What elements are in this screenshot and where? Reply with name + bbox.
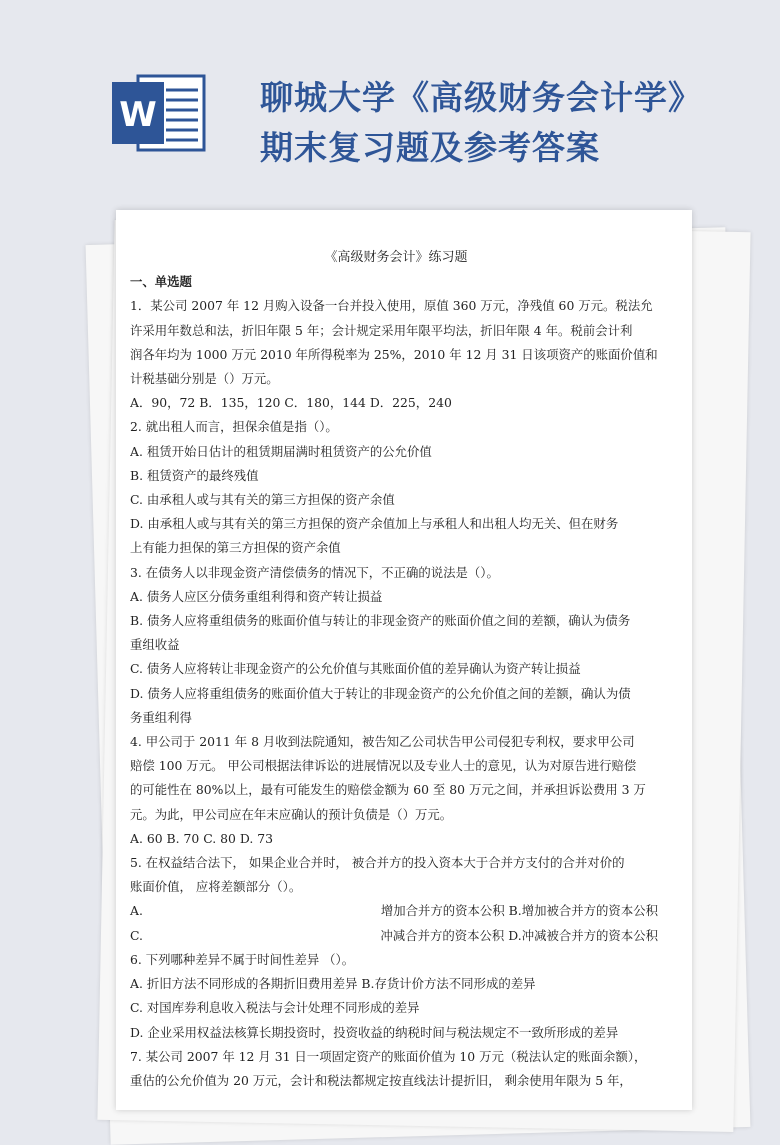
document-title: 《高级财务会计》练习题	[324, 250, 468, 265]
page-header	[0, 0, 780, 205]
text-line: A. 债务人应区分债务重组利得和资产转让损益	[130, 588, 383, 604]
answer-options: A. 60 B. 70 C. 80 D. 73	[130, 830, 273, 846]
text-line: 2. 就出租人而言，担保余值是指（）。	[130, 419, 338, 435]
answer-options-row	[130, 924, 662, 948]
text-line: 赔偿 100 万元。 甲公司根据法律诉讼的进展情况以及专业人士的意见，认为对原告进行赔偿	[130, 758, 637, 774]
text-line: 元。为此，甲公司应在年末应确认的预计负债是（）万元。	[130, 806, 453, 822]
text-line: 6. 下列哪种差异不属于时间性差异 （）。	[130, 951, 355, 967]
word-document-icon	[110, 70, 210, 156]
text-line: B. 债务人应将重组债务的账面价值与转让的非现金资产的账面价值之间的差额，确认为债务	[130, 613, 631, 629]
answer-options-row	[130, 899, 662, 923]
text-line: 润各年均为 1000 万元 2010 年所得税率为 25%，2010 年 12 月 31 日该项资产的账面价值和	[130, 346, 658, 362]
text-line: 重估的公允价值为 20 万元，会计和税法都规定按直线法计提折旧， 剩余使用年限为 5 年，	[130, 1072, 632, 1088]
text-line: A. 折旧方法不同形成的各期折旧费用差异 B.存货计价方法不同形成的差异	[130, 976, 536, 992]
option-label: A.	[130, 903, 143, 919]
text-line: C. 债务人应将转让非现金资产的公允价值与其账面价值的差异确认为资产转让损益	[130, 661, 581, 677]
text-line: B. 租赁资产的最终残值	[130, 467, 259, 483]
text-line: 5. 在权益结合法下， 如果企业合并时， 被合并方的投入资本大于合并方支付的合并对价的	[130, 855, 625, 871]
text-line: 许采用年数总和法，折旧年限 5 年；会计规定采用年限平均法，折旧年限 4 年。税前会计利	[130, 322, 633, 338]
text-line: D. 由承租人或与其有关的第三方担保的资产余值加上与承租人和出租人均无关、但在财务	[130, 516, 619, 532]
text-line: C. 对国库券利息收入税法与会计处理不同形成的差异	[130, 1000, 420, 1016]
text-line: C. 由承租人或与其有关的第三方担保的资产余值	[130, 492, 395, 508]
text-line: 上有能力担保的第三方担保的资产余值	[130, 540, 341, 556]
option-text: 增加合并方的资本公积 B.增加被合并方的资本公积	[380, 903, 658, 919]
answer-options: A．90，72 B．135，120 C．180，144 D．225，240	[130, 395, 452, 411]
text-line: 7. 某公司 2007 年 12 月 31 日一项固定资产的账面价值为 10 万元（税法认定的账面余额），	[130, 1048, 647, 1064]
text-line: D. 债务人应将重组债务的账面价值大于转让的非现金资产的公允价值之间的差额，确认为债	[130, 685, 631, 701]
text-line: 的可能性在 80%以上，最有可能发生的赔偿金额为 60 至 80 万元之间，并承担诉讼费用 3 万	[130, 782, 646, 798]
option-label: C.	[130, 927, 143, 943]
document-content	[130, 246, 662, 1093]
word-icon-letter: W	[119, 95, 157, 135]
page-title-line-2: 期末复习题及参考答案	[260, 128, 600, 167]
text-line: 3. 在债务人以非现金资产清偿债务的情况下，不正确的说法是（）。	[130, 564, 499, 580]
text-line: 务重组利得	[130, 709, 192, 725]
text-line: A. 租赁开始日估计的租赁期届满时租赁资产的公允价值	[130, 443, 432, 459]
text-line: 计税基础分别是（）万元。	[130, 371, 279, 387]
text-line: 账面价值， 应将差额部分（）。	[130, 879, 302, 895]
option-text: 冲减合并方的资本公积 D.冲减被合并方的资本公积	[380, 927, 658, 943]
section-heading: 一、单选题	[130, 274, 192, 290]
text-line: D. 企业采用权益法核算长期投资时，投资收益的纳税时间与税法规定不一致所形成的差异	[130, 1024, 619, 1040]
text-line: 4. 甲公司于 2011 年 8 月收到法院通知，被告知乙公司状告甲公司侵犯专利权，要求甲公司	[130, 734, 635, 750]
page-title-line-1: 聊城大学《高级财务会计学》	[260, 78, 702, 117]
text-line: 1．某公司 2007 年 12 月购入设备一台并投入使用，原值 360 万元，净残值 60 万元。税法允	[130, 298, 653, 314]
text-line: 重组收益	[130, 637, 180, 653]
